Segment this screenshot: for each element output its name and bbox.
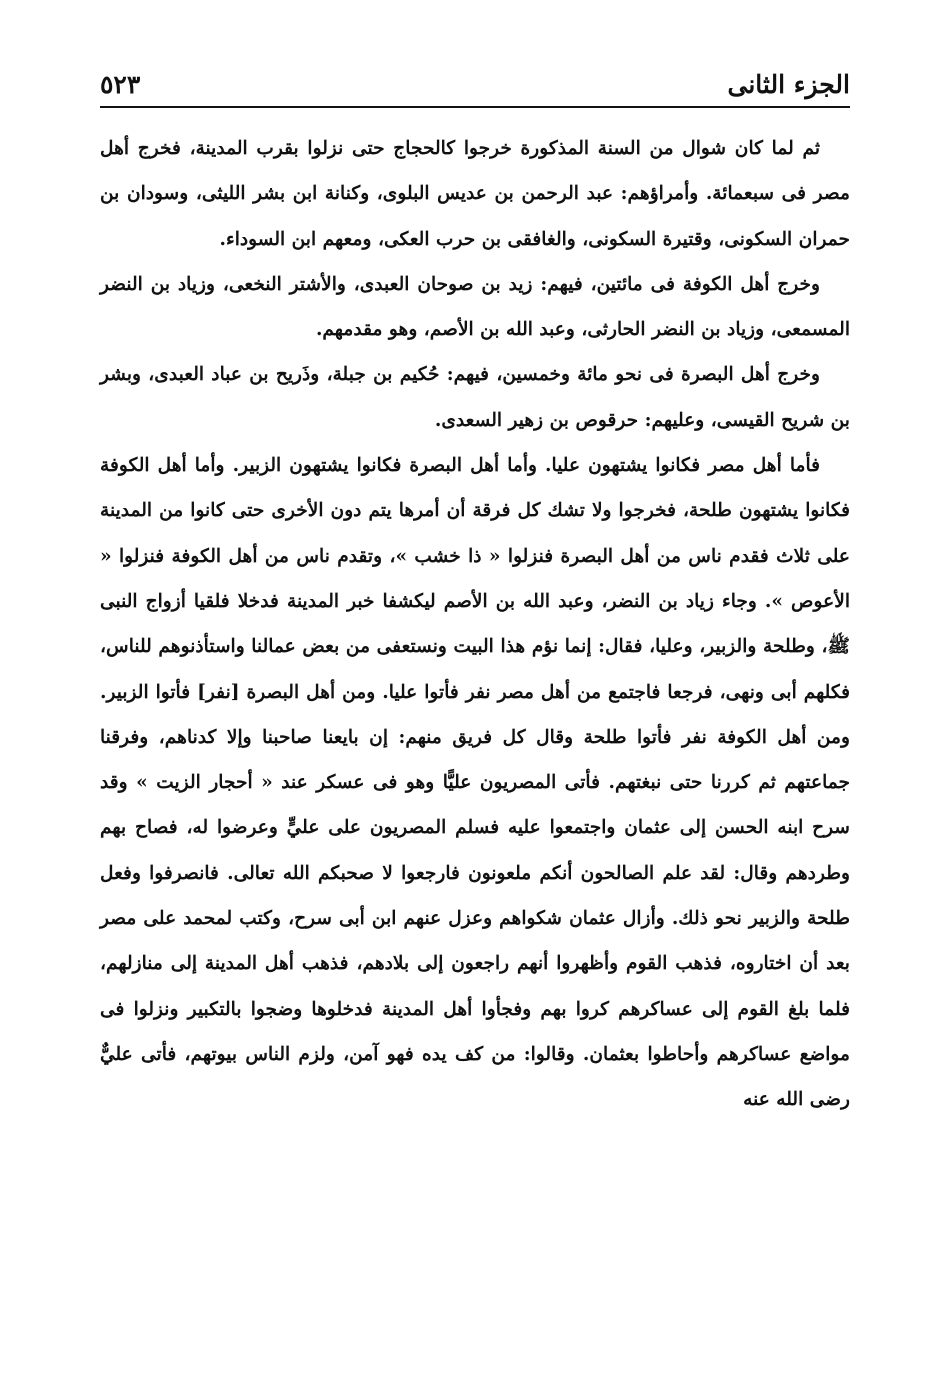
body-text	[100, 126, 850, 1123]
page-number: ٥٢٣	[100, 70, 141, 99]
paragraph: وخرج أهل الكوفة فى مائتين، فيهم: زيد بن صوحان العبدى، والأشتر النخعى، وزياد بن النضر المسمعى، وزياد بن النضر الحارثى، وعبد الله بن الأصم، وهو مقدمهم.	[100, 273, 850, 341]
paragraph: وخرج أهل البصرة فى نحو مائة وخمسين، فيهم: حُكيم بن جبلة، وذَريح بن عباد العبدى، وبشر بن شريح القيسى، وعليهم: حرقوص بن زهير السعدى.	[100, 364, 850, 431]
paragraph: ثم لما كان شوال من السنة المذكورة خرجوا كالحجاج حتى نزلوا بقرب المدينة، فخرج أهل مصر فى سبعمائة. وأمراؤهم: عبد الرحمن بن عديس البلوى، وكنانة ابن بشر الليثى، وسودان بن حمران السكونى، وقتيرة السكونى، والغافقى بن حرب العكى، ومعهم ابن السوداء.	[100, 138, 850, 250]
header-rule	[100, 106, 850, 108]
paragraph: فأما أهل مصر فكانوا يشتهون عليا. وأما أهل البصرة فكانوا يشتهون الزبير. وأما أهل الكوفة فكانوا يشتهون طلحة، فخرجوا ولا تشك كل فرقة أن أمرها يتم دون الأخرى حتى كانوا من المدينة على ثلاث فقدم ناس من أهل البصرة فنزلوا « ذا خشب »، وتقدم ناس من أهل الكوفة فنزلوا « الأعوص ». وجاء زياد بن النضر، وعبد الله بن الأصم ليكشفا خبر المدينة فدخلا فلقيا أزواج النبى ﷺ، وطلحة والزبير، وعليا، فقال: إنما نؤم هذا البيت ونستعفى من بعض عمالنا واستأذنوهم للناس، فكلهم أبى ونهى، فرجعا فاجتمع من أهل مصر نفر فأتوا عليا. ومن أهل البصرة [نفر] فأتوا الزبير. ومن أهل الكوفة نفر فأتوا طلحة وقال كل فريق منهم: إن بايعنا صاحبنا وإلا كدناهم، وفرقنا جماعتهم ثم كررنا حتى نبغتهم. فأتى المصريون عليًّا وهو فى عسكر عند « أحجار الزيت » وقد سرح ابنه الحسن إلى عثمان واجتمعوا عليه فسلم المصريون على عليٍّ وعرضوا له، فصاح بهم وطردهم وقال: لقد علم الصالحون أنكم ملعونون فارجعوا لا صحبكم الله تعالى. فانصرفوا وفعل طلحة والزبير نحو ذلك. وأزال عثمان شكواهم وعزل عنهم ابن أبى سرح، وكتب لمحمد على مصر بعد أن اختاروه، فذهب القوم وأظهروا أنهم راجعون إلى بلادهم، فذهب أهل المدينة إلى منازلهم، فلما بلغ القوم إلى عساكرهم كروا بهم وفجأوا أهل المدينة فدخلوها وضجوا بالتكبير ونزلوا فى مواضع عساكرهم وأحاطوا بعثمان. وقالوا: من كف يده فهو آمن، ولزم الناس بيوتهم، فأتى عليٌّ رضى الله عنه	[100, 455, 850, 1111]
book-page	[100, 58, 850, 1123]
running-header	[100, 58, 850, 100]
section-title: الجزء الثانى	[727, 70, 850, 99]
